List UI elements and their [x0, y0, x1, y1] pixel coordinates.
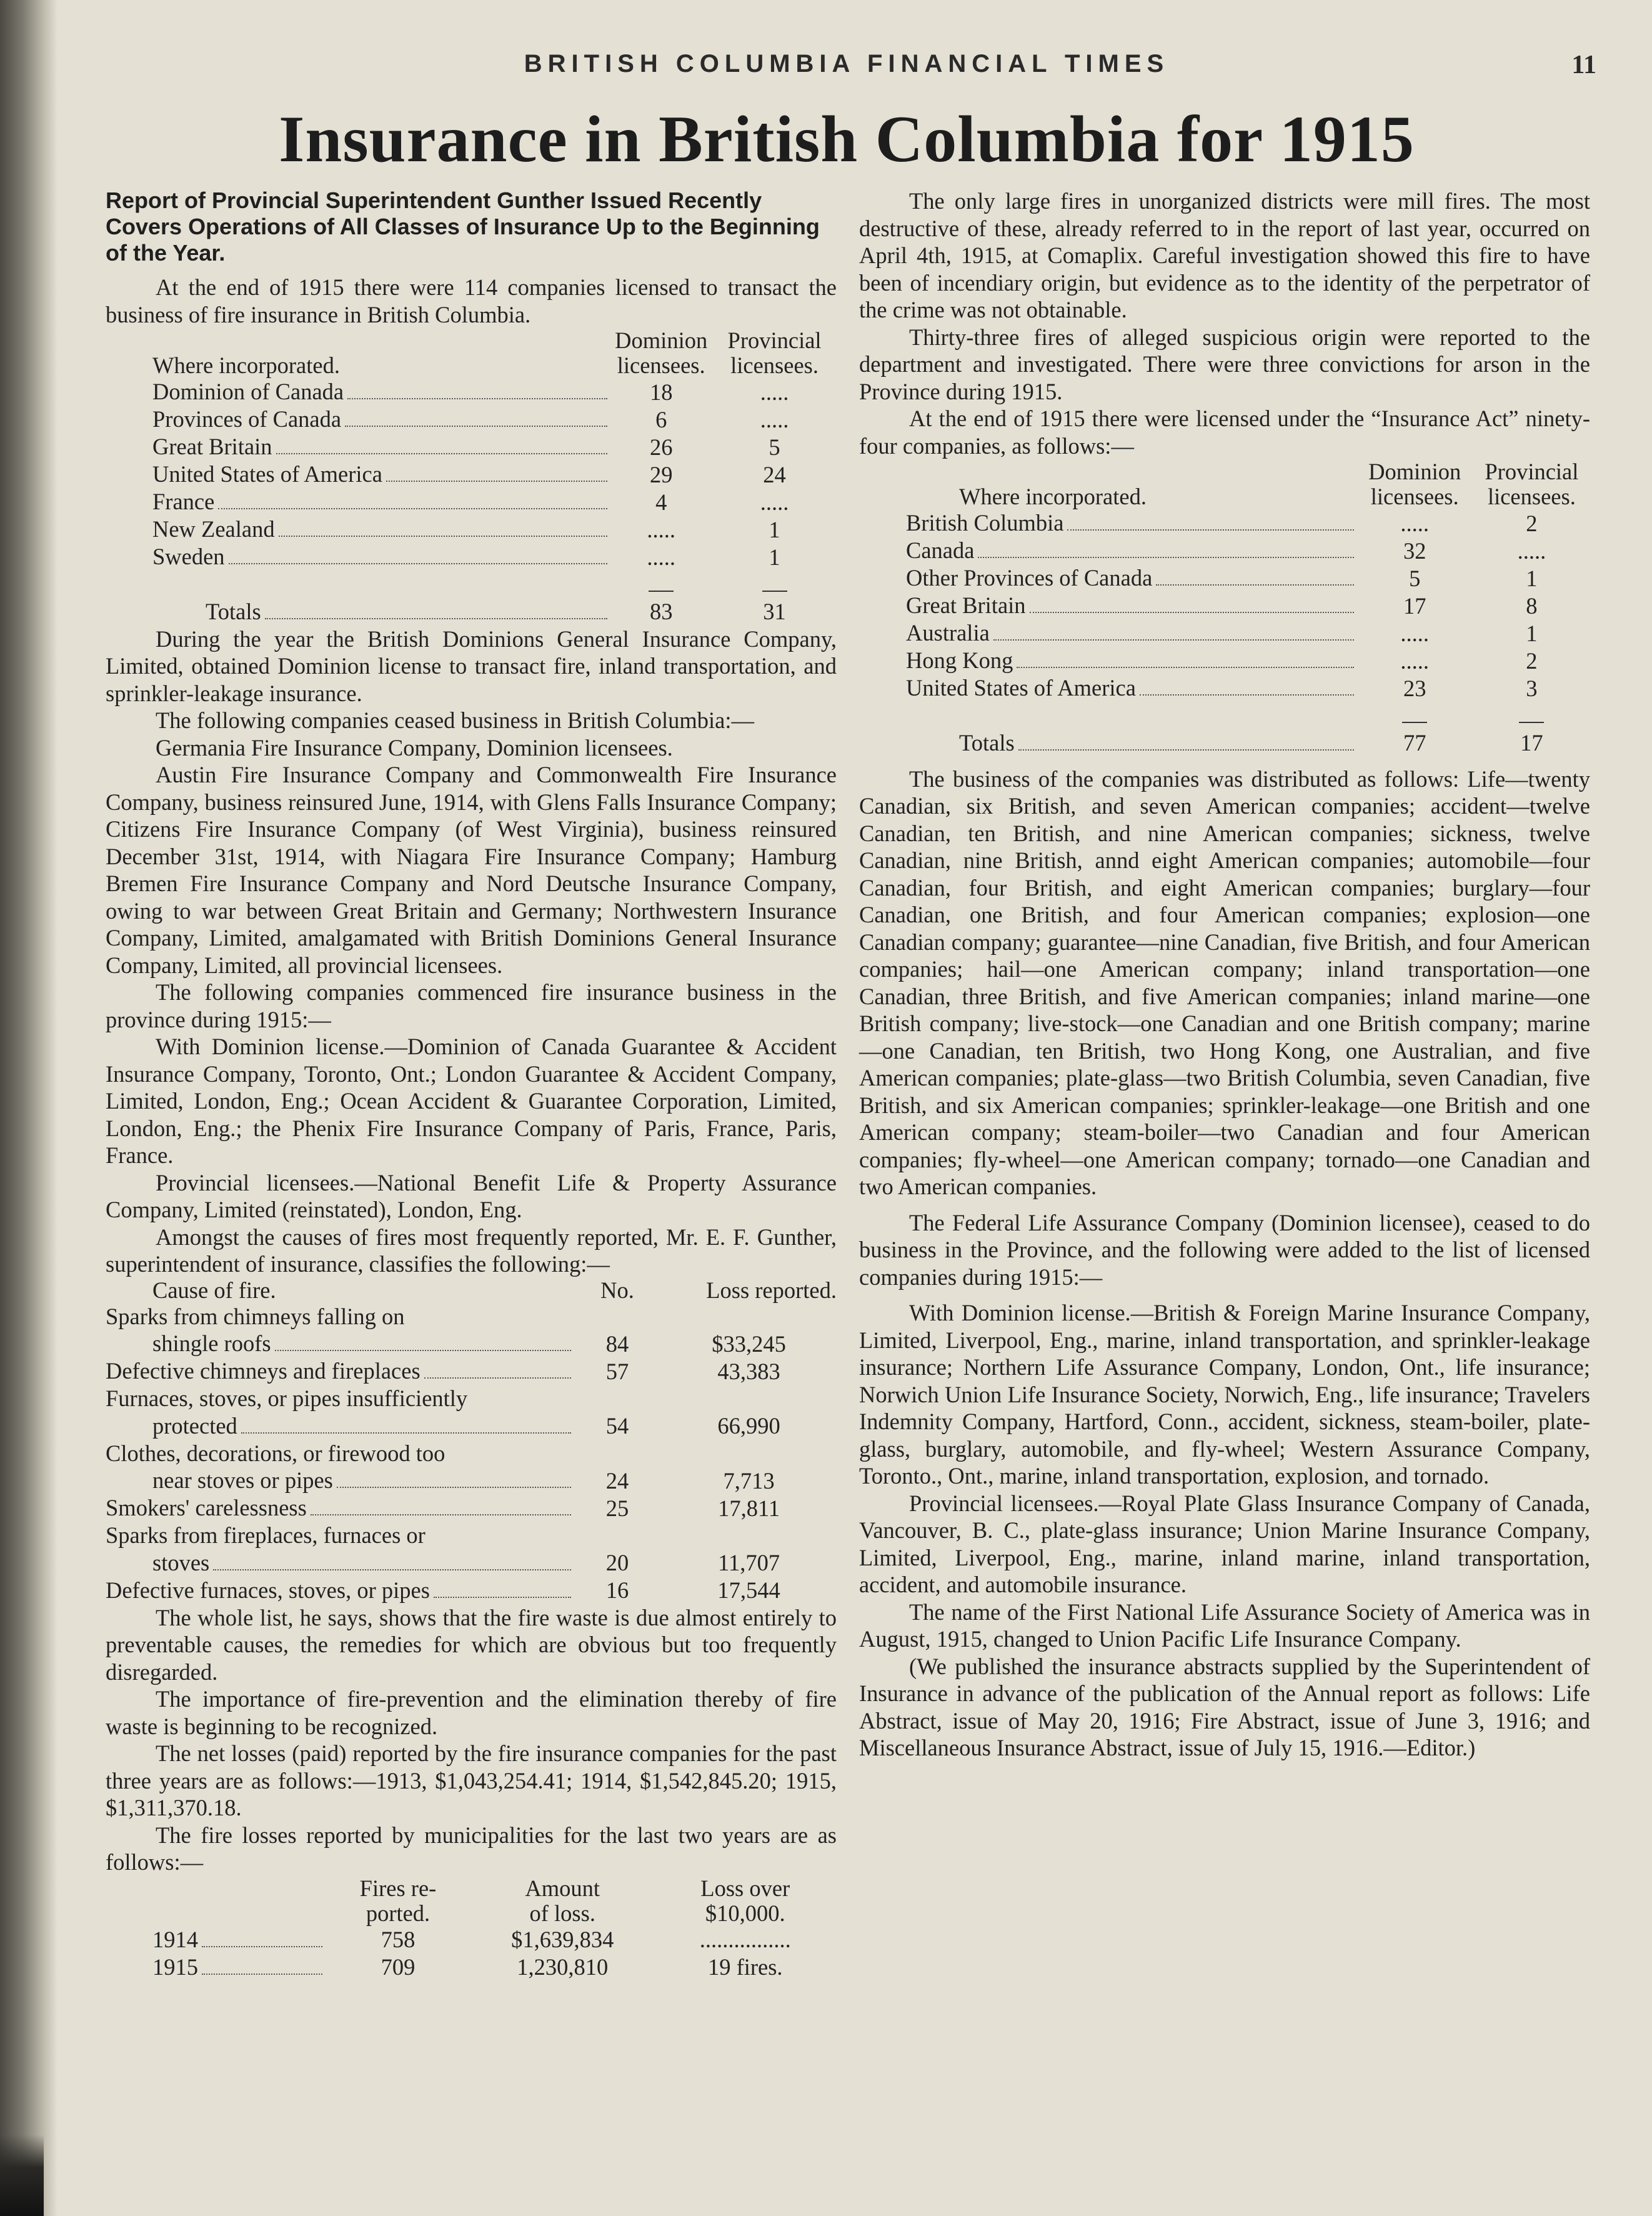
- cell-value: .....: [1400, 620, 1430, 646]
- table-row: [106, 1954, 837, 1981]
- table-row: [106, 433, 837, 461]
- column-header: ported.: [366, 1900, 430, 1926]
- column-header: of loss.: [529, 1900, 595, 1926]
- column-header: Provincial: [727, 327, 822, 353]
- article-headline: Insurance in British Columbia for 1915: [279, 102, 1415, 176]
- cell-value: 4: [655, 489, 667, 515]
- paragraph: The name of the First National Life Assurance Society of America was in August, 1915, changed to Union Pacific Life Insurance Company.: [859, 1599, 1590, 1652]
- row-label: shingle roofs: [152, 1330, 271, 1356]
- cell-value: 2: [1526, 647, 1538, 674]
- table-row: [859, 647, 1590, 674]
- column-header: Cause of fire.: [152, 1277, 276, 1303]
- municipal-losses-table: [106, 1876, 837, 1981]
- cell-value: 17,811: [718, 1495, 780, 1521]
- table-row: [106, 378, 837, 406]
- paragraph: (We published the insurance abstracts supplied by the Superintendent of Insurance in advance of the publication of the Annual report as follows: Life Abstract, issue of May 20, 1916; Fire Abstract, issue of June 3, 1916; and Miscellaneous Insurance Abstract, issue of July 15, 1916.—Editor.): [859, 1653, 1590, 1760]
- table-row: [859, 564, 1590, 592]
- row-label: Other Provinces of Canada: [906, 565, 1153, 591]
- row-label: Hong Kong: [906, 647, 1013, 673]
- column-header: Loss over: [700, 1875, 790, 1901]
- row-label: British Columbia: [906, 510, 1064, 536]
- fire-licensees-table: [106, 328, 837, 626]
- cell-value: 18: [649, 379, 673, 405]
- row-label: near stoves or pipes: [152, 1467, 333, 1493]
- column-header: Where incorporated.: [959, 484, 1147, 509]
- row-label: stoves: [152, 1549, 210, 1575]
- paragraph: The importance of fire-prevention and the elimination thereby of fire waste is beginning to be recognized.: [106, 1686, 837, 1739]
- row-label: 1915: [152, 1954, 198, 1980]
- cell-value: .....: [1400, 510, 1430, 536]
- cell-value: .....: [760, 379, 789, 405]
- cell-value: 8: [1526, 592, 1538, 619]
- cell-value: .....: [647, 544, 675, 570]
- cell-value: 16: [605, 1577, 629, 1603]
- row-label: New Zealand: [152, 516, 275, 542]
- cell-value: 31: [763, 599, 786, 624]
- row-label: United States of America: [906, 675, 1136, 701]
- paragraph: At the end of 1915 there were licensed under the “Insurance Act” ninety-four companies, as follows:—: [859, 406, 1590, 459]
- table-row: [106, 1330, 837, 1357]
- row-label: France: [152, 489, 215, 514]
- row-label: Sparks from chimneys falling on: [106, 1303, 405, 1329]
- table-row: [859, 509, 1590, 537]
- paragraph: During the year the British Dominions General Insurance Company, Limited, obtained Dominion license to transact fire, inland transportation, and sprinkler-leakage insurance.: [106, 626, 837, 706]
- cell-value: 57: [605, 1358, 629, 1384]
- paragraph: Thirty-three fires of alleged suspicious origin were reported to the department and investigated. There were three convictions for arson in the Province during 1915.: [859, 324, 1590, 404]
- table-row: [106, 488, 837, 516]
- column-header: Fires re-: [359, 1875, 437, 1901]
- table-row: [106, 543, 837, 571]
- cell-value: 1: [769, 544, 780, 570]
- row-label: Australia: [906, 620, 990, 646]
- paragraph: The only large fires in unorganized districts were mill fires. The most destructive of these, already referred to in the report of last year, occurred on April 4th, 1915, at Comaplix. Careful investigation showed this fire to have been of incendiary origin, but evidence as to the identity of the perpetrator of the crime was not obtainable.: [859, 188, 1590, 322]
- cell-value: 24: [605, 1467, 629, 1494]
- fire-causes-table: [106, 1278, 837, 1604]
- table-row: [859, 619, 1590, 647]
- cell-value: 7,713: [723, 1467, 775, 1494]
- cell-value: 3: [1526, 675, 1538, 701]
- paragraph: The business of the companies was distributed as follows: Life—twenty Canadian, six British, and seven American companies; accident—twelve Canadian, ten British, and nine American companies; sickness, twelve Canadian, nine British, annd eight American companies; automobile—four Canadian, four British, and eight American companies; burglary—four Canadian, one British, and four American companies; explosion—one Canadian company; guarantee—nine Canadian, five British, and four American companies; hail—one American company; inland transportation—one Canadian, three British, and five American companies; inland marine—one British company; live-stock—one Canadian and one British company; marine—one Canadian, ten British, two Hong Kong, one Australian, and five American companies; plate-glass—two British Columbia, seven Canadian, five British, and six American companies; sprinkler-leakage—one British and one American company; steam-boiler—two Canadian and four American companies; fly-wheel—one American company; tornado—one Canadian and two American companies.: [859, 766, 1590, 1199]
- row-label: Smokers' carelessness: [106, 1495, 307, 1520]
- cell-value: 2: [1526, 510, 1538, 536]
- cell-value: .....: [760, 489, 789, 515]
- cell-value: 26: [649, 434, 673, 460]
- table-row: [106, 516, 837, 543]
- row-label: Sweden: [152, 544, 225, 569]
- row-label: 1914: [152, 1926, 198, 1952]
- paragraph: The fire losses reported by municipalities for the last two years are as follows:—: [106, 1822, 837, 1875]
- column-header: licensees.: [1370, 484, 1459, 509]
- table-header-row: [106, 353, 837, 378]
- cell-value: 66,990: [717, 1413, 780, 1439]
- paragraph: The following companies ceased business in British Columbia:—: [156, 707, 754, 733]
- cell-value: 54: [605, 1413, 629, 1439]
- table-rule: [859, 702, 1590, 729]
- column-header: licensees.: [617, 352, 705, 378]
- totals-row: [859, 729, 1590, 757]
- paragraph: At the end of 1915 there were 114 companies licensed to transact the business of fire insurance in British Columbia.: [106, 274, 837, 327]
- cell-value: .....: [1517, 537, 1546, 564]
- paragraph: Germania Fire Insurance Company, Dominion licensees.: [156, 734, 673, 761]
- page-number: 11: [1571, 51, 1596, 79]
- cell-value: 77: [1403, 730, 1426, 756]
- paragraph: With Dominion license.—Dominion of Canada Guarantee & Accident Insurance Company, Toronto, Ont.; London Guarantee & Accident Company, Limited, London, Eng.; Ocean Accident & Guarantee Corporation, Limited, London, Eng.; the Phenix Fire Insurance Company of Paris, France, Paris, France.: [106, 1034, 837, 1168]
- table-row: [106, 1440, 837, 1467]
- cell-value: 24: [763, 461, 786, 487]
- table-header-row: [106, 1901, 837, 1926]
- table-row: [106, 1467, 837, 1494]
- all-licensees-table: [859, 459, 1590, 757]
- cell-value: 17,544: [717, 1577, 780, 1603]
- table-row: [106, 1522, 837, 1549]
- column-header: Dominion: [615, 327, 708, 353]
- row-label: protected: [152, 1412, 237, 1439]
- row-label: United States of America: [152, 461, 382, 487]
- column-header: $10,000.: [705, 1900, 785, 1926]
- paragraph: Amongst the causes of fires most frequently reported, Mr. E. F. Gunther, superintendent of insurance, classifies the following:—: [106, 1224, 837, 1277]
- paragraph: Provincial licensees.—Royal Plate Glass Insurance Company of Canada, Vancouver, B. C., plate-glass insurance; Union Marine Insurance Company, Limited, Liverpool, Eng., marine, inland marine, inland transportation, accident, and automobile insurance.: [859, 1490, 1590, 1597]
- column-header: licensees.: [730, 352, 819, 378]
- left-column: [106, 187, 837, 1981]
- table-header-row: [106, 1278, 837, 1303]
- cell-value: 23: [1403, 675, 1426, 701]
- row-label: Totals: [206, 598, 261, 624]
- cell-value: 32: [1403, 537, 1426, 564]
- table-row: [106, 1494, 837, 1522]
- table-row: [106, 461, 837, 488]
- row-label: Clothes, decorations, or firewood too: [106, 1440, 445, 1466]
- cell-value: 29: [649, 461, 673, 487]
- cell-value: 6: [655, 406, 667, 432]
- paragraph: Austin Fire Insurance Company and Commonwealth Fire Insurance Company, business reinsured June, 1914, with Glens Falls Insurance Company; Citizens Fire Insurance Company (of West Virginia), business reinsured December 31st, 1914, with Niagara Fire Insurance Company; Hamburg Bremen Fire Insurance Company and Nord Deutsche Insurance Company, owing to war between Great Britain and Germany; Northwestern Insurance Company, Limited, amalgamated with British Dominions General Insurance Company, Limited, all provincial licensees.: [106, 762, 837, 978]
- row-label: Furnaces, stoves, or pipes insufficiently: [106, 1385, 468, 1411]
- cell-value: 709: [381, 1954, 415, 1980]
- paragraph: The net losses (paid) reported by the fire insurance companies for the past three years are as follows:—1913, $1,043,254.41; 1914, $1,542,845.20; 1915, $1,311,370.18.: [106, 1740, 837, 1820]
- table-row: [106, 406, 837, 433]
- paragraph: The Federal Life Assurance Company (Dominion licensee), ceased to do business in the Province, and the following were added to the list of licensed companies during 1915:—: [859, 1209, 1590, 1290]
- cell-value: 1: [769, 516, 780, 542]
- magazine-page: [97, 37, 1596, 2194]
- table-row: [106, 1412, 837, 1440]
- column-header: licensees.: [1487, 484, 1576, 509]
- row-label: Canada: [906, 537, 975, 563]
- table-header-row: [106, 1876, 837, 1901]
- row-label: Great Britain: [906, 592, 1026, 618]
- table-row: [106, 1549, 837, 1577]
- cell-value: 25: [605, 1495, 629, 1521]
- book-spine-shadow: [0, 0, 57, 2216]
- column-header: Loss reported.: [706, 1277, 837, 1303]
- row-label: Dominion of Canada: [152, 379, 344, 404]
- cell-value: 20: [605, 1550, 629, 1575]
- table-header-row: [859, 484, 1590, 509]
- cell-value: 84: [605, 1330, 629, 1357]
- column-header: Where incorporated.: [152, 352, 340, 378]
- cell-value: 11,707: [718, 1550, 780, 1575]
- table-row: [859, 592, 1590, 619]
- cell-value: 1,230,810: [517, 1954, 609, 1980]
- cell-value: .....: [760, 406, 789, 432]
- row-label: Defective chimneys and fireplaces: [106, 1358, 420, 1384]
- paragraph: Provincial licensees.—National Benefit Life & Property Assurance Company, Limited (reinstated), London, Eng.: [106, 1169, 837, 1222]
- table-header-row: [859, 459, 1590, 484]
- cell-value: .....: [1400, 647, 1430, 674]
- cell-value: 5: [769, 434, 780, 460]
- paragraph: The whole list, he says, shows that the fire waste is due almost entirely to preventable causes, the remedies for which are obvious but too frequently disregarded.: [106, 1604, 837, 1685]
- table-row: [859, 537, 1590, 564]
- cell-value: 17: [1520, 730, 1543, 756]
- table-row: [106, 1577, 837, 1604]
- article-deck: Report of Provincial Superintendent Gunther Issued Recently Covers Operations of All Classes of Insurance Up to the Beginning of the Year.: [106, 187, 820, 266]
- cell-value: 1: [1526, 565, 1538, 591]
- column-header: Dominion: [1368, 459, 1461, 484]
- cell-value: $1,639,834: [511, 1927, 614, 1952]
- cell-value: 17: [1403, 592, 1426, 619]
- binding-edge: [0, 2135, 44, 2216]
- column-header: No.: [600, 1277, 634, 1303]
- table-rule: [106, 571, 837, 598]
- right-column: [859, 187, 1590, 1762]
- cell-value: 83: [649, 599, 673, 624]
- row-label: Sparks from fireplaces, furnaces or: [106, 1522, 425, 1548]
- row-label: Great Britain: [152, 434, 272, 459]
- table-row: [106, 1385, 837, 1412]
- row-label: Provinces of Canada: [152, 406, 342, 432]
- paragraph: The following companies commenced fire insurance business in the province during 1915:—: [106, 979, 837, 1032]
- running-title: BRITISH COLUMBIA FINANCIAL TIMES: [524, 50, 1170, 77]
- cell-value: .....: [647, 516, 675, 542]
- cell-value: $33,245: [712, 1330, 786, 1357]
- totals-row: [106, 598, 837, 626]
- cell-value: 758: [381, 1927, 415, 1952]
- cell-value: 19 fires.: [707, 1954, 783, 1980]
- cell-value: 5: [1409, 565, 1421, 591]
- running-header: [97, 50, 1596, 87]
- row-label: Totals: [959, 729, 1015, 756]
- column-header: Provincial: [1485, 459, 1579, 484]
- table-row: [106, 1926, 837, 1954]
- table-row: [106, 1303, 837, 1330]
- table-header-row: [106, 328, 837, 353]
- table-row: [859, 674, 1590, 702]
- column-header: Amount: [525, 1875, 600, 1901]
- cell-value: ................: [699, 1927, 791, 1952]
- row-label: Defective furnaces, stoves, or pipes: [106, 1577, 430, 1603]
- cell-value: 1: [1526, 620, 1538, 646]
- paragraph: With Dominion license.—British & Foreign Marine Insurance Company, Limited, Liverpool, Eng., marine, inland transportation, and sprinkler-leakage insurance; Northern Life Assurance Company, London, Ont., life insurance; Norwich Union Life Insurance Society, Norwich, Eng., life insurance; Travelers Indemnity Company, Hartford, Conn., accident, sickness, steam-boiler, plate-glass, burglary, automobile, and fly-wheel; Western Assurance Company, Toronto., Ont., marine, inland transportation, explosion, and tornado.: [859, 1300, 1590, 1489]
- table-row: [106, 1357, 837, 1385]
- cell-value: 43,383: [717, 1358, 780, 1384]
